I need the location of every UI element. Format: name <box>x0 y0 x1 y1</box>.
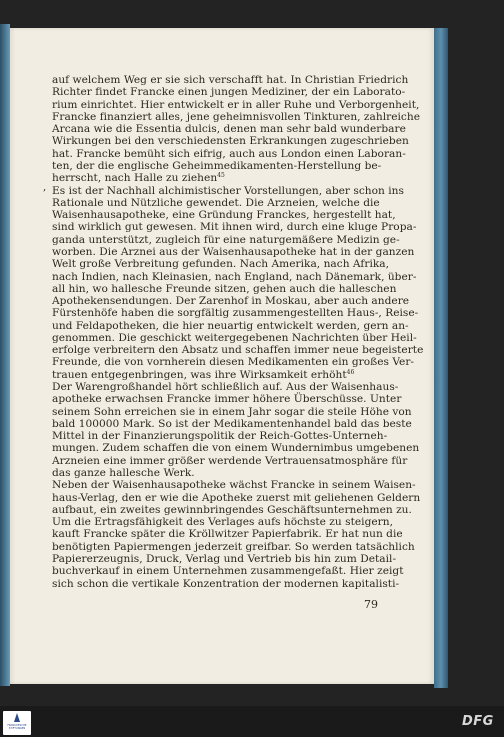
text-line: seinem Sohn erreichen sie in einem Jahr sogar die steile Höhe von <box>52 405 412 418</box>
text-line: und Feldapotheken, die hier neuartig entwickelt werden, gern an- <box>52 319 409 332</box>
body-text <box>52 74 424 590</box>
text-line: Rationale und Nützliche gewendet. Die Arzneien, welche die <box>52 196 380 209</box>
text-line: aufbaut, ein zweites gewinnbringendes Geschäftsunternehmen zu. <box>52 503 412 516</box>
text-line: bald 100000 Mark. So ist der Medikamentenhandel bald das beste <box>52 417 412 430</box>
text-line: Neben der Waisenhausapotheke wächst Francke in seinem Waisen- <box>52 479 416 492</box>
text-line: buchverkauf in einem Unternehmen zusammengefaßt. Hier zeigt <box>52 565 404 578</box>
text-line: Waisenhausapotheke, eine Gründung Franckes, hergestellt hat, <box>52 209 396 222</box>
dfg-logo: DFG <box>462 714 494 729</box>
text-line <box>52 369 377 381</box>
page-number: 79 <box>364 598 378 611</box>
text-line: Papiererzeugnis, Druck, Verlag und Vertrieb bis hin zum Detail- <box>52 552 397 565</box>
logo-emblem-icon <box>14 713 20 722</box>
logo-text-line: FRANCKESCHE <box>7 724 27 727</box>
book-cover-left-edge <box>0 24 10 686</box>
text-line: Es ist der Nachhall alchimistischer Vorstellungen, aber schon ins <box>52 184 404 197</box>
text-line: Welt große Verbreitung gefunden. Nach Amerika, nach Afrika, <box>52 258 390 271</box>
text-line: apotheke erwachsen Francke immer höhere Überschüsse. Unter <box>52 393 402 406</box>
text-line: hat. Francke bemüht sich eifrig, auch aus London einen Laboran- <box>52 147 406 160</box>
text-line: Arcana wie die Essentia dulcis, denen man sehr bald wunderbare <box>52 123 406 136</box>
text-line: Mittel in der Finanzierungspolitik der Reich-Gottes-Unterneh- <box>52 430 388 443</box>
book-cover-right-edge <box>434 28 448 688</box>
text-line: Wirkungen bei den verschiedensten Erkrankungen zugeschrieben <box>52 135 409 148</box>
text-line-content: herrscht, nach Halle zu ziehen <box>52 172 218 185</box>
footnote-mark: 45 <box>217 172 225 180</box>
text-line: benötigten Papiermengen jederzeit greifbar. So werden tatsächlich <box>52 540 415 553</box>
text-line: auf welchem Weg er sie sich verschafft hat. In Christian Friedrich <box>52 74 409 86</box>
text-line: Um die Ertragsfähigkeit des Verlages aufs höchste zu steigern, <box>52 516 393 529</box>
text-line: sind wirklich gut gewesen. Mit ihnen wird, durch eine kluge Propa- <box>52 221 417 234</box>
text-line: worben. Die Arznei aus der Waisenhausapotheke hat in der ganzen <box>52 245 415 258</box>
text-line: kauft Francke später die Kröllwitzer Papierfabrik. Er hat nun die <box>52 528 403 541</box>
text-line: rium einrichtet. Hier entwickelt er in aller Ruhe und Verborgenheit, <box>52 98 420 111</box>
text-line: haus-Verlag, den er wie die Apotheke zuerst mit geliehenen Geldern <box>52 491 421 504</box>
text-line: Apothekensendungen. Der Zarenhof in Moskau, aber auch andere <box>52 295 410 308</box>
text-line: ganda unterstützt, zugleich für eine naturgemäßere Medizin ge- <box>52 233 400 246</box>
logo-text-line: STIFTUNGEN <box>8 727 26 730</box>
margin-mark: , <box>43 182 47 193</box>
text-line: sich schon die vertikale Konzentration der modernen kapitalisti- <box>52 577 400 590</box>
text-line: Fürstenhöfe haben die sorgfältig zusammengestellten Haus-, Reise- <box>52 307 419 320</box>
text-line: Richter findet Francke einen jungen Mediziner, der ein Laborato- <box>52 86 406 99</box>
logo-text <box>4 724 30 730</box>
text-line: das ganze hallesche Werk. <box>52 467 195 479</box>
text-line: mungen. Zudem schaffen die von einem Wundernimbus umgebenen <box>52 442 420 455</box>
text-line <box>52 172 377 184</box>
text-line: all hin, wo hallesche Freunde sitzen, gehen auch die halleschen <box>52 282 397 295</box>
footnote-mark: 46 <box>346 368 355 376</box>
text-line: Arzneien eine immer größer werdende Vertrauensatmosphäre für <box>52 454 408 467</box>
text-line: genommen. Die geschickt weitergegebenen Nachrichten über Heil- <box>52 331 417 344</box>
franckesche-stiftungen-logo <box>3 711 31 735</box>
text-line: nach Indien, nach Kleinasien, nach England, nach Dänemark, über- <box>52 270 417 283</box>
text-line: Der Warengroßhandel hört schließlich auf. Aus der Waisenhaus- <box>52 381 399 394</box>
text-line: Francke finanziert alles, jene geheimnisvollen Tinkturen, zahlreiche <box>52 110 420 123</box>
viewer-footer <box>0 706 504 737</box>
text-line: erfolge verbreitern den Absatz und schaffen immer neue begeisterte <box>52 344 424 357</box>
text-line: ten, der die englische Geheimmedikamenten-Herstellung be- <box>52 159 382 172</box>
text-line-content: trauen entgegenbringen, was ihre Wirksamkeit erhöht <box>52 368 347 381</box>
text-line: Freunde, die von vornherein diesen Medikamenten ein großes Ver- <box>52 356 415 369</box>
